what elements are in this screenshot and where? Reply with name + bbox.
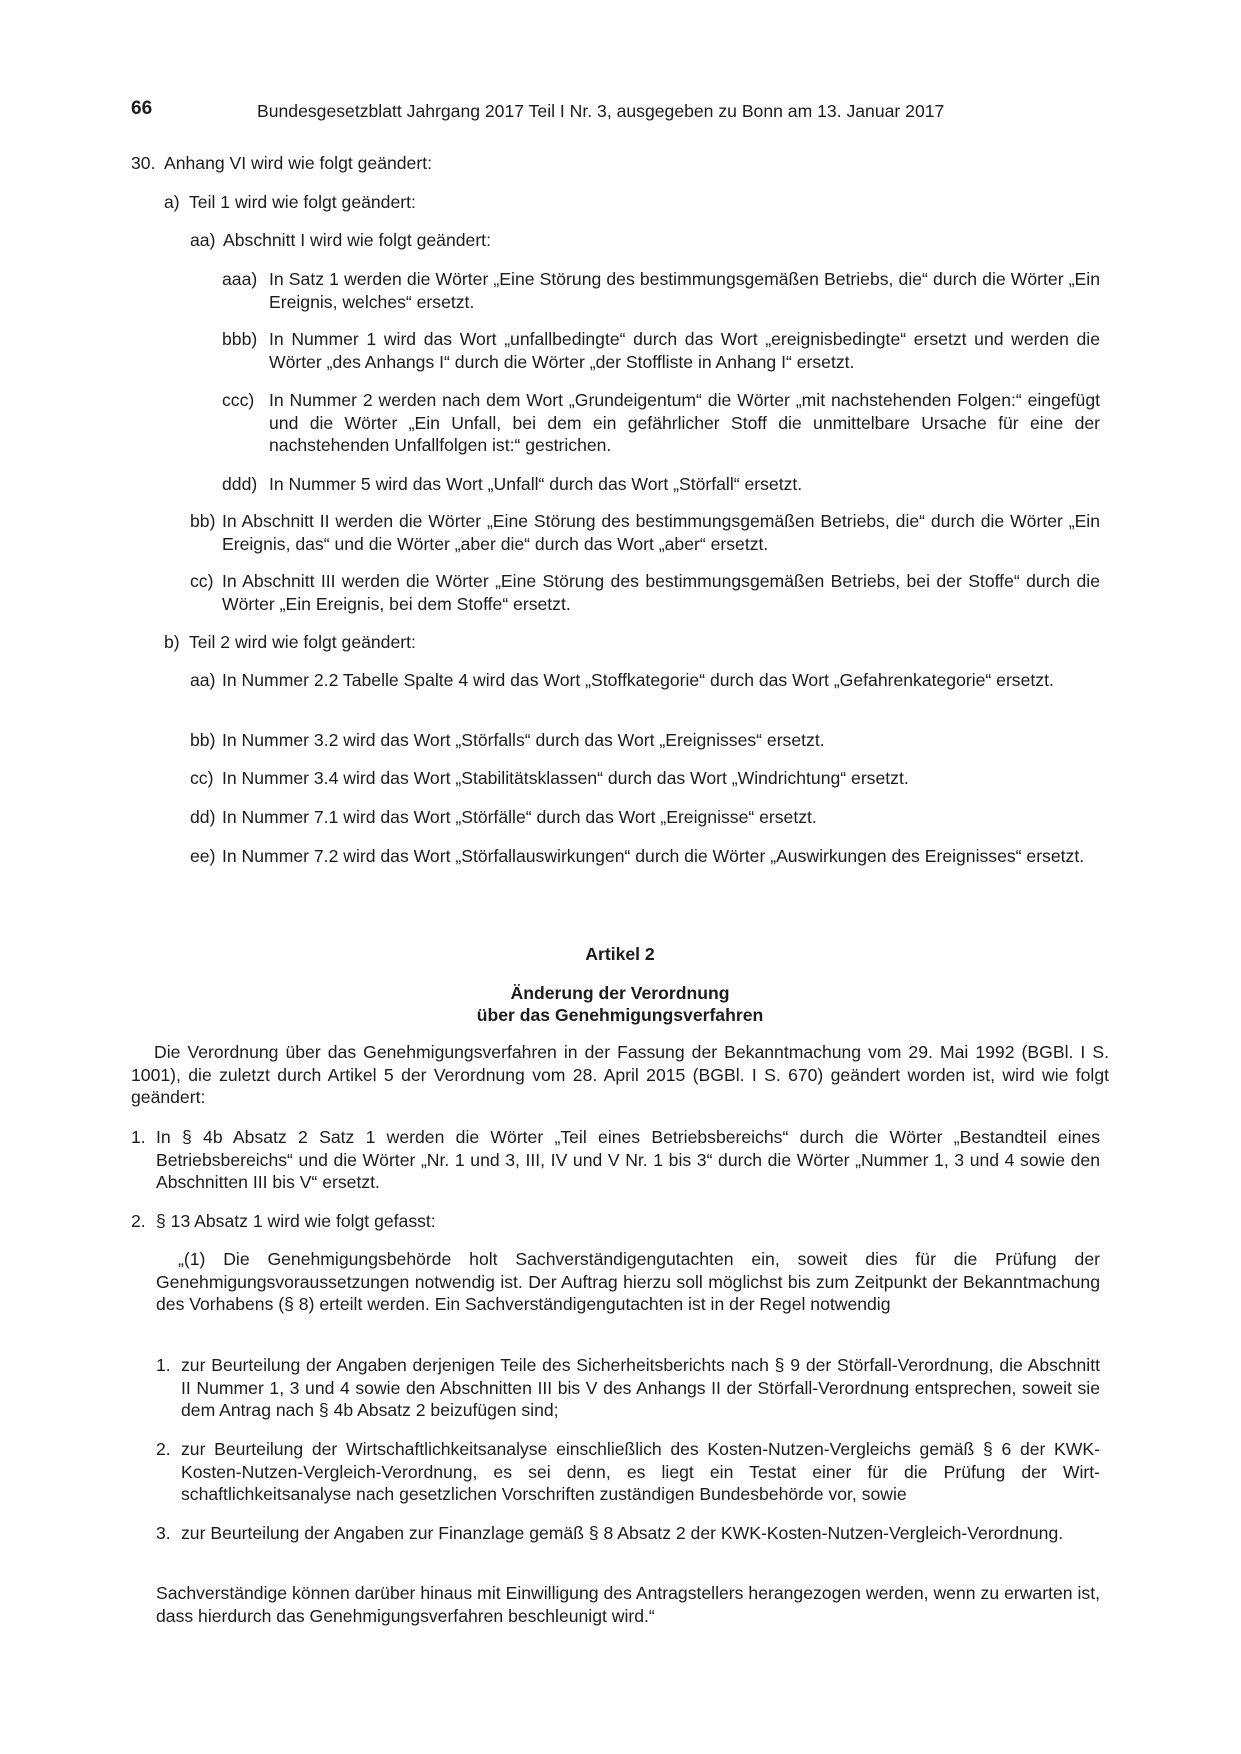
list-item-label: cc) [190,768,214,788]
list-item-label: 2. [131,1211,146,1231]
quoted-item-3 [156,1522,1100,1545]
list-item-text: Abschnitt I wird wie folgt geändert: [223,230,491,250]
list-item-label: ddd) [222,474,258,494]
list-item-text: In Satz 1 werden die Wörter „Eine Störung des bestimmungsgemäßen Betriebs, die“ durch die Wörter „Ein Ereignis, welches“ ersetzt. [269,269,1100,312]
list-item-text: zur Beurteilung der Angaben derjenigen Teile des Sicherheitsberichts nach § 9 der Störfall-Verordnung, die Abschnitt II Nummer 1, 3 und 4 sowie den Abschnitten III bis V des Anhangs II der Störfall-Verordnung entsprechen, soweit sie dem Antrag nach § 4b Absatz 2 beizufügen sind; [181,1355,1100,1420]
list-item-text: In Nummer 5 wird das Wort „Unfall“ durch das Wort „Störfall“ ersetzt. [269,474,803,494]
list-item-label: 2. [156,1439,171,1459]
quoted-item-2 [156,1438,1100,1506]
list-item-label: bb) [190,730,216,750]
list-item-label: 3. [156,1523,171,1543]
list-item-label: aaa) [222,269,258,289]
list-item-text: In Nummer 2 werden nach dem Wort „Grundeigentum“ die Wörter „mit nachstehenden Folgen:“ eingefügt und die Wörter „Ein Unfall, bei dem ein gefährlicher Stoff die unmittelbare Ursache für eine der nachstehenden Unfallfolgen ist:“ gestrichen. [269,390,1100,455]
list-item-30 [131,152,1109,175]
list-item-a-cc [190,570,1100,615]
list-item-label: 30. [131,153,156,173]
list-item-label: aa) [190,670,216,690]
article-subtitle-line1: Änderung der Verordnung [510,983,730,1003]
article-item-1 [131,1126,1100,1194]
list-item-text: zur Beurteilung der Angaben zur Finanzlage gemäß § 8 Absatz 2 der KWK-Kosten-Nutzen-Vergleich-Verordnung. [181,1523,1064,1543]
list-item-text: In § 4b Absatz 2 Satz 1 werden die Wörter „Teil eines Betriebsbereichs“ durch die Wörter „Bestandteil eines Betriebsbereichs“ und die Wörter „Nr. 1 und 3, III, IV und V Nr. 1 bis 3“ durch die Wörter „Nummer 1, 3 und 4 sowie den Abschnitten III bis V“ ersetzt. [156,1127,1100,1192]
article-item-2 [131,1210,1100,1233]
list-item-text: In Nummer 3.2 wird das Wort „Störfalls“ durch das Wort „Ereignisses“ ersetzt. [222,730,825,750]
list-item-text: Teil 2 wird wie folgt geändert: [189,632,416,652]
list-item-label: 1. [131,1127,146,1147]
list-item-text: § 13 Absatz 1 wird wie folgt gefasst: [156,1211,436,1231]
list-item-b-dd [190,806,1100,829]
list-item-label: b) [164,632,180,652]
list-item-b-aa [190,669,1100,692]
article-intro-paragraph: Die Verordnung über das Genehmigungsverfahren in der Fassung der Bekanntmachung vom 29. Mai 1992 (BGBl. I S. 1001), die zuletzt durch Artikel 5 der Verordnung vom 28. April 2015 (BGBl. I S. 670) geändert worden ist, wird wie folgt geändert: [131,1042,1109,1107]
list-item-label: ee) [190,846,216,866]
list-item-label: aa) [190,230,216,250]
list-item-text: In Abschnitt II werden die Wörter „Eine Störung des bestimmungsgemäßen Betriebs, die“ durch die Wörter „Ein Ereignis, das“ und die Wörter „aber die“ durch das Wort „aber“ ersetzt. [222,511,1100,554]
list-item-label: cc) [190,571,214,591]
list-item-text: Anhang VI wird wie folgt geändert: [164,153,432,173]
list-item-label: dd) [190,807,216,827]
list-item-text: In Nummer 3.4 wird das Wort „Stabilitätsklassen“ durch das Wort „Windrichtung“ ersetzt. [222,768,909,788]
list-item-text: In Nummer 1 wird das Wort „unfallbedingte“ durch das Wort „ereignisbedingte“ ersetzt und werden die Wörter „des Anhangs I“ durch die Wörter „der Stoffliste in Anhang I“ ersetzt. [269,329,1100,372]
list-item-a-aa-aaa [222,268,1100,313]
list-item-a-aa-ddd [222,473,1100,496]
list-item-label: 1. [156,1355,171,1375]
running-header: Bundesgesetzblatt Jahrgang 2017 Teil I Nr. 3, ausgegeben zu Bonn am 13. Januar 2017 [257,101,945,121]
list-item-b [164,631,1100,654]
list-item-text: In Nummer 7.1 wird das Wort „Störfälle“ durch das Wort „Ereignisse“ ersetzt. [222,807,817,827]
list-item-a [164,191,1109,214]
list-item-b-cc [190,767,1100,790]
list-item-label: bbb) [222,329,258,349]
list-item-a-aa [190,229,1109,252]
list-item-b-ee [190,845,1100,868]
quoted-paragraph: „(1) Die Genehmigungsbehörde holt Sachverständigengutachten ein, soweit dies für die Prüfung der Genehmigungsvoraussetzungen notwendig ist. Der Auftrag hierzu soll möglichst bis zum Zeitpunkt der Bekanntmachung des Vorhabens (§ 8) erteilt werden. Ein Sachverständigengutachten ist in der Regel notwendig [156,1249,1100,1314]
list-item-text: zur Beurteilung der Wirtschaftlichkeitsanalyse einschließlich des Kosten-Nutzen-Vergleichs gemäß § 6 der KWK-Kosten-Nutzen-Vergleich-Verordnung, es sei denn, es liegt ein Testat einer für die Prüfung der Wirtschaftlichkeitsanalyse nach gesetzlichen Vorschriften zuständigen Bundesbehörde vor, sowie [181,1439,1100,1504]
list-item-text: Teil 1 wird wie folgt geändert: [189,192,416,212]
list-item-text: In Nummer 7.2 wird das Wort „Störfallauswirkungen“ durch die Wörter „Auswirkungen des Ereignisses“ ersetzt. [222,846,1085,866]
article-subtitle-line2: über das Genehmigungsverfahren [476,1005,764,1025]
list-item-label: bb) [190,511,216,531]
page-number: 66 [131,98,153,119]
list-item-a-aa-bbb [222,328,1100,373]
list-item-text: In Nummer 2.2 Tabelle Spalte 4 wird das Wort „Stoffkategorie“ durch das Wort „Gefahrenkategorie“ ersetzt. [222,670,1054,690]
list-item-a-bb [190,510,1100,555]
list-item-a-aa-ccc [222,389,1100,457]
list-item-label: ccc) [222,390,255,410]
closing-paragraph: Sachverständige können darüber hinaus mit Einwilligung des Antragstellers herangezogen werden, wenn zu erwarten ist, dass hierdurch das Genehmigungsverfahren beschleunigt wird.“ [156,1583,1100,1626]
list-item-b-bb [190,729,1100,752]
quoted-item-1 [156,1354,1100,1422]
list-item-label: a) [164,192,180,212]
article-heading: Artikel 2 [585,944,655,964]
list-item-text: In Abschnitt III werden die Wörter „Eine Störung des bestimmungsgemäßen Betriebs, bei der Stoffe“ durch die Wörter „Ein Ereignis, bei dem Stoffe“ ersetzt. [222,571,1100,614]
